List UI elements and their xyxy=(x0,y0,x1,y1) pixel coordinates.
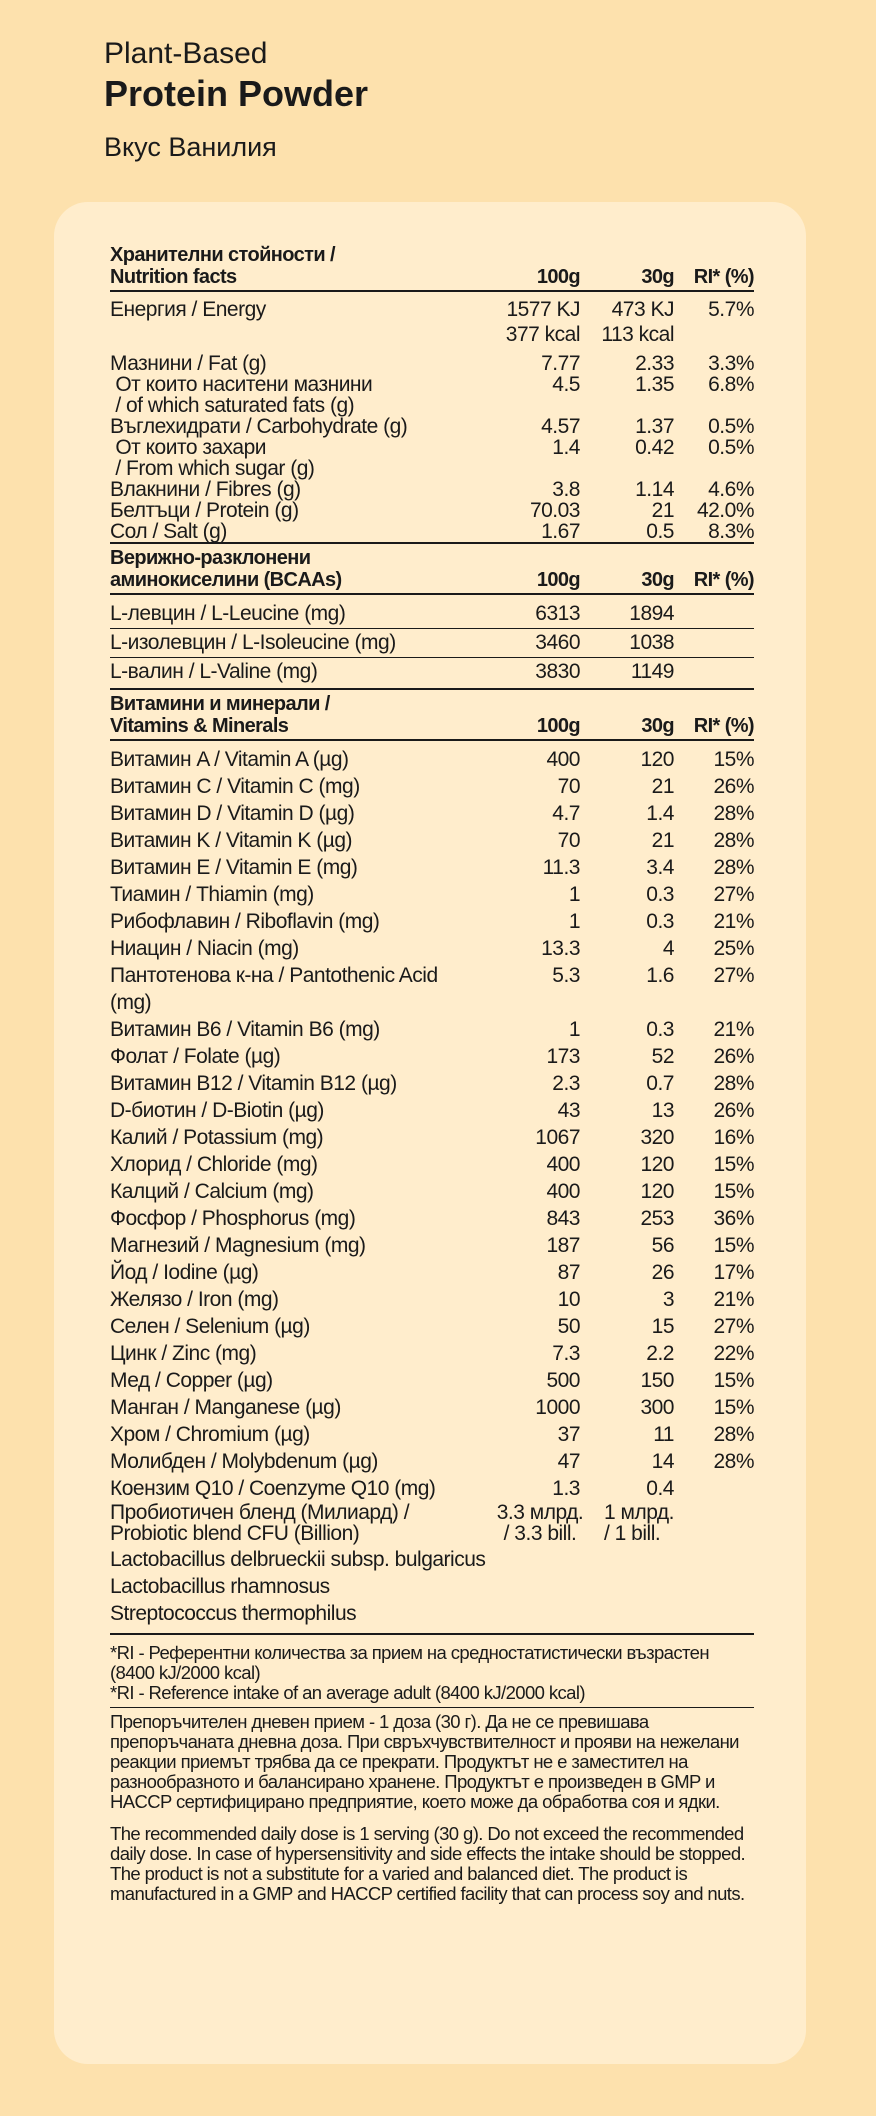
table-row xyxy=(110,1097,754,1124)
value-30g: 2.33 xyxy=(635,352,674,375)
value-30g: 300 xyxy=(640,1396,674,1419)
value-ri: 15% xyxy=(713,1396,754,1419)
value-100g: 400 xyxy=(546,748,580,771)
disclaimer-en: The recommended daily dose is 1 serving (30 g). Do not exceed the recommended daily dose. In case of hypersensitivity and side effects the intake should be stopped. The product is not a substitute for a varied and balanced diet. The product is manufactured in a GMP and HACCP certified facility that can process soy and nuts. xyxy=(110,1823,746,1904)
value-100g: 11.3 xyxy=(542,856,580,879)
col-ri: RI* (%) xyxy=(693,569,754,591)
nutrition-heading-en: Nutrition facts xyxy=(110,266,237,288)
value-100g: 50 xyxy=(557,1315,580,1338)
probiotic-label-bg: Пробиотичен бленд (Милиард) / xyxy=(110,1501,410,1524)
table-row xyxy=(110,881,754,908)
value-ri: 15% xyxy=(713,748,754,771)
row-label: Въглехидрати / Carbohydrate (g) xyxy=(110,415,408,438)
table-row xyxy=(110,800,754,827)
value-100g: 187 xyxy=(546,1234,580,1257)
value-30g: 0.3 xyxy=(646,883,674,906)
value-30g: 21 xyxy=(651,829,674,852)
table-row xyxy=(110,1313,754,1340)
value-ri: 28% xyxy=(713,829,754,852)
value-30g: 21 xyxy=(651,499,674,522)
table-row xyxy=(110,1232,754,1259)
value-ri: 22% xyxy=(713,1342,754,1365)
value-30g: 15 xyxy=(651,1315,674,1338)
value-ri: 21% xyxy=(713,1288,754,1311)
value-100g: 1000 xyxy=(535,1396,580,1419)
col-30g: 30g xyxy=(641,715,674,737)
table-row xyxy=(110,854,754,881)
value-ri: 28% xyxy=(713,802,754,825)
table-row xyxy=(110,437,754,479)
bcaa-header xyxy=(110,542,754,595)
row-label: / of which saturated fats (g) xyxy=(110,394,355,417)
row-label: Витамин K / Vitamin K (µg) xyxy=(110,829,352,852)
value-30g: 4 xyxy=(662,937,674,960)
table-row xyxy=(110,1043,754,1070)
value-30g: 1149 xyxy=(630,660,674,683)
value-30g: 3.4 xyxy=(646,856,674,879)
table-row xyxy=(110,600,754,628)
table-row xyxy=(110,521,754,542)
value-100g: 1 xyxy=(568,910,580,933)
value-100g: 37 xyxy=(557,1423,580,1446)
value-30g: 0.7 xyxy=(646,1072,674,1095)
table-row xyxy=(110,1475,754,1502)
row-label: Тиамин / Thiamin (mg) xyxy=(110,883,314,906)
value-100g: 70 xyxy=(557,775,580,798)
value-100g: 10 xyxy=(557,1288,580,1311)
table-row xyxy=(110,908,754,935)
value-30g: 52 xyxy=(651,1045,674,1068)
value-100g: 70 xyxy=(557,829,580,852)
value-ri: 5.7% xyxy=(708,298,754,321)
value-ri: 27% xyxy=(713,964,754,987)
probiotic-label-en: Probiotic blend CFU (Billion) xyxy=(110,1522,360,1545)
product-subtitle: Plant-Based xyxy=(104,37,268,70)
value-100g: 1.3 xyxy=(552,1477,580,1500)
value-30g: 1894 xyxy=(629,602,674,625)
value-100g: 4.5 xyxy=(552,373,580,396)
row-label: От които захари xyxy=(110,436,267,459)
table-row xyxy=(110,1340,754,1367)
value-30g: 120 xyxy=(640,748,674,771)
table-row xyxy=(110,657,754,686)
product-flavor: Вкус Ванилия xyxy=(104,132,277,162)
value-30g: 0.4 xyxy=(646,1477,674,1500)
col-ri: RI* (%) xyxy=(693,266,754,288)
value-100g: 2.3 xyxy=(552,1072,580,1095)
table-row xyxy=(110,827,754,854)
value-100g: 843 xyxy=(546,1207,580,1230)
table-row xyxy=(110,1016,754,1043)
table-row xyxy=(110,1448,754,1475)
probiotic-30g: 1 млрд. / 1 bill. xyxy=(604,1501,674,1545)
nutrition-heading-bg: Хранителни стойности / xyxy=(110,244,335,266)
value-ri: 36% xyxy=(713,1207,754,1230)
value-ri: 15% xyxy=(713,1180,754,1203)
table-row xyxy=(110,1205,754,1232)
row-label: Цинк / Zinc (mg) xyxy=(110,1342,257,1365)
row-label: Витамин B6 / Vitamin B6 (mg) xyxy=(110,1018,380,1041)
value-30g: 1038 xyxy=(629,631,674,654)
value-100g: 7.77 xyxy=(541,352,580,375)
value-30g: 13 xyxy=(651,1099,674,1122)
value-ri: 42.0% xyxy=(696,499,754,522)
row-label: Пантотенова к-на / Pantothenic Acid (mg) xyxy=(110,964,438,1014)
value-100g: 7.3 xyxy=(552,1342,580,1365)
row-label: L-валин / L-Valine (mg) xyxy=(110,660,318,683)
value-30g: 14 xyxy=(651,1450,674,1473)
value-ri: 27% xyxy=(713,883,754,906)
table-row xyxy=(110,1151,754,1178)
row-label: Манган / Manganese (µg) xyxy=(110,1396,341,1419)
value-30g: 1.37 xyxy=(635,415,674,438)
value-ri: 0.5% xyxy=(708,415,754,438)
row-label: Белтъци / Protein (g) xyxy=(110,499,299,522)
value-ri: 17% xyxy=(713,1261,754,1284)
row-label: Мед / Copper (µg) xyxy=(110,1369,273,1392)
value-30g: 0.42 xyxy=(635,436,674,459)
value-ri: 28% xyxy=(713,856,754,879)
row-label: Калций / Calcium (mg) xyxy=(110,1180,314,1203)
value-ri: 25% xyxy=(713,937,754,960)
value-30g: 56 xyxy=(651,1234,674,1257)
table-row xyxy=(110,297,754,347)
value-30g: 473 KJ 113 kcal xyxy=(601,298,674,346)
row-label: Селен / Selenium (µg) xyxy=(110,1315,310,1338)
row-label: Витамин C / Vitamin C (mg) xyxy=(110,775,360,798)
value-ri: 16% xyxy=(713,1126,754,1149)
row-label: Витамин E / Vitamin E (mg) xyxy=(110,856,358,879)
probiotic-strain: Lactobacillus delbrueckii subsp. bulgaricus xyxy=(110,1548,486,1571)
ri-note-en: *RI - Reference intake of an average adult (8400 kJ/2000 kcal) xyxy=(110,1682,585,1703)
table-row xyxy=(110,353,754,374)
value-ri: 27% xyxy=(713,1315,754,1338)
col-100g: 100g xyxy=(536,569,580,591)
value-ri: 3.3% xyxy=(708,352,754,375)
row-label: Молибден / Molybdenum (µg) xyxy=(110,1450,378,1473)
col-100g: 100g xyxy=(536,715,580,737)
row-label: Йод / Iodine (µg) xyxy=(110,1261,259,1284)
value-100g: 6313 xyxy=(535,602,580,625)
row-label: Хром / Chromium (µg) xyxy=(110,1423,310,1446)
table-row xyxy=(110,500,754,521)
value-100g: 1.4 xyxy=(552,436,580,459)
value-30g: 150 xyxy=(640,1369,674,1392)
row-label: Витамин B12 / Vitamin B12 (µg) xyxy=(110,1072,397,1095)
value-30g: 0.3 xyxy=(646,1018,674,1041)
product-title: Protein Powder xyxy=(104,73,369,114)
row-label: L-левцин / L-Leucine (mg) xyxy=(110,602,346,625)
value-100g: 1067 xyxy=(535,1126,580,1149)
row-label: Рибофлавин / Riboflavin (mg) xyxy=(110,910,380,933)
table-row xyxy=(110,479,754,500)
value-100g: 173 xyxy=(546,1045,580,1068)
row-label: Желязо / Iron (mg) xyxy=(110,1288,279,1311)
row-label: Енергия / Energy xyxy=(110,298,266,321)
value-100g: 5.3 xyxy=(552,964,580,987)
row-label: Хлорид / Chloride (mg) xyxy=(110,1153,318,1176)
value-ri: 6.8% xyxy=(708,373,754,396)
value-ri: 4.6% xyxy=(708,478,754,501)
table-row xyxy=(110,1286,754,1313)
value-100g: 4.7 xyxy=(552,802,580,825)
nutrition-header xyxy=(110,244,754,292)
value-100g: 13.3 xyxy=(541,937,580,960)
value-100g: 3.8 xyxy=(552,478,580,501)
probiotic-strain: Lactobacillus rhamnosus xyxy=(110,1575,330,1598)
value-100g: 400 xyxy=(546,1153,580,1176)
value-ri: 28% xyxy=(713,1072,754,1095)
vitamins-heading-en: Vitamins & Minerals xyxy=(110,715,289,737)
table-row xyxy=(110,1178,754,1205)
row-label: D-биотин / D-Biotin (µg) xyxy=(110,1099,324,1122)
row-label: Коензим Q10 / Coenzyme Q10 (mg) xyxy=(110,1477,436,1500)
value-100g: 500 xyxy=(546,1369,580,1392)
value-ri: 26% xyxy=(713,1099,754,1122)
table-row xyxy=(110,1394,754,1421)
row-label: Влакнини / Fibres (g) xyxy=(110,478,301,501)
value-30g: 21 xyxy=(651,775,674,798)
table-row xyxy=(110,1070,754,1097)
row-label: Сол / Salt (g) xyxy=(110,520,227,543)
row-label: Витамин D / Vitamin D (µg) xyxy=(110,802,355,825)
value-30g: 1.4 xyxy=(646,802,674,825)
value-ri: 21% xyxy=(713,1018,754,1041)
probiotic-row xyxy=(110,1502,754,1544)
value-30g: 120 xyxy=(640,1180,674,1203)
probiotic-strain: Streptococcus thermophilus xyxy=(110,1602,357,1625)
value-100g: 87 xyxy=(557,1261,580,1284)
col-ri: RI* (%) xyxy=(693,715,754,737)
table-row xyxy=(110,962,754,1016)
value-30g: 11 xyxy=(653,1423,674,1446)
table-row xyxy=(110,746,754,773)
nutrition-panel xyxy=(110,244,754,1904)
value-100g: 1577 KJ 377 kcal xyxy=(505,298,580,346)
value-ri: 26% xyxy=(713,1045,754,1068)
table-row xyxy=(110,628,754,657)
footnotes xyxy=(110,1633,754,1904)
product-header xyxy=(104,36,368,164)
table-row xyxy=(110,416,754,437)
table-row xyxy=(110,1367,754,1394)
value-30g: 26 xyxy=(651,1261,674,1284)
value-ri: 28% xyxy=(713,1450,754,1473)
value-ri: 15% xyxy=(713,1369,754,1392)
value-100g: 3830 xyxy=(535,660,580,683)
col-30g: 30g xyxy=(641,569,674,591)
value-30g: 1.6 xyxy=(646,964,674,987)
vitamins-header xyxy=(110,688,754,741)
value-30g: 1.35 xyxy=(635,373,674,396)
value-ri: 28% xyxy=(713,1423,754,1446)
row-label: L-изолевцин / L-Isoleucine (mg) xyxy=(110,631,396,654)
value-30g: 2.2 xyxy=(646,1342,674,1365)
value-100g: 1 xyxy=(568,1018,580,1041)
disclaimer-bg: Препоръчителен дневен прием - 1 доза (30 г). Да не се превишава препоръчаната дневна доза. При свръхчувствителност и прояви на нежелани реакции приемът трябва да се прекрати. Продуктът не е заместител на разнообразното и балансирано хранене. Продуктът е произведен в GMP и HACCP сертифицирано предприятие, което може да обработва соя и ядки. xyxy=(110,1707,754,1812)
vitamins-heading-bg: Витамини и минерали / xyxy=(110,693,330,715)
row-label: Фолат / Folate (µg) xyxy=(110,1045,281,1068)
row-label: / From which sugar (g) xyxy=(110,457,315,480)
value-30g: 1.14 xyxy=(635,478,674,501)
row-label: Калий / Potassium (mg) xyxy=(110,1126,324,1149)
table-row xyxy=(110,773,754,800)
value-30g: 120 xyxy=(640,1153,674,1176)
probiotic-100g: 3.3 млрд. / 3.3 bill. xyxy=(496,1501,584,1545)
value-30g: 253 xyxy=(640,1207,674,1230)
value-100g: 400 xyxy=(546,1180,580,1203)
value-100g: 70.03 xyxy=(529,499,580,522)
value-30g: 3 xyxy=(662,1288,674,1311)
row-label: Витамин A / Vitamin A (µg) xyxy=(110,748,349,771)
value-ri: 26% xyxy=(713,775,754,798)
value-ri: 15% xyxy=(713,1153,754,1176)
value-100g: 47 xyxy=(557,1450,580,1473)
row-label: Мазнини / Fat (g) xyxy=(110,352,267,375)
bcaa-heading-en: аминокиселини (BCAAs) xyxy=(110,569,342,591)
value-ri: 0.5% xyxy=(708,436,754,459)
value-30g: 0.3 xyxy=(646,910,674,933)
table-row xyxy=(110,935,754,962)
col-30g: 30g xyxy=(641,266,674,288)
value-100g: 3460 xyxy=(535,631,580,654)
table-row xyxy=(110,374,754,416)
ri-note-bg: *RI - Референтни количества за прием на средностатистически възрастен (8400 kJ/2000 kcal) xyxy=(110,1642,709,1683)
row-label: От които наситени мазнини xyxy=(110,373,373,396)
value-100g: 4.57 xyxy=(541,415,580,438)
row-label: Фосфор / Phosphorus (mg) xyxy=(110,1207,356,1230)
value-100g: 1 xyxy=(568,883,580,906)
value-ri: 15% xyxy=(713,1234,754,1257)
value-100g: 43 xyxy=(557,1099,580,1122)
row-label: Ниацин / Niacin (mg) xyxy=(110,937,299,960)
value-30g: 320 xyxy=(640,1126,674,1149)
table-row xyxy=(110,1421,754,1448)
table-row xyxy=(110,1259,754,1286)
value-30g: 0.5 xyxy=(646,520,674,543)
col-100g: 100g xyxy=(536,266,580,288)
bcaa-heading-bg: Верижно-разклонени xyxy=(110,547,311,569)
value-100g: 1.67 xyxy=(541,520,580,543)
row-label: Магнезий / Magnesium (mg) xyxy=(110,1234,366,1257)
value-ri: 21% xyxy=(713,910,754,933)
value-ri: 8.3% xyxy=(708,520,754,543)
table-row xyxy=(110,1124,754,1151)
